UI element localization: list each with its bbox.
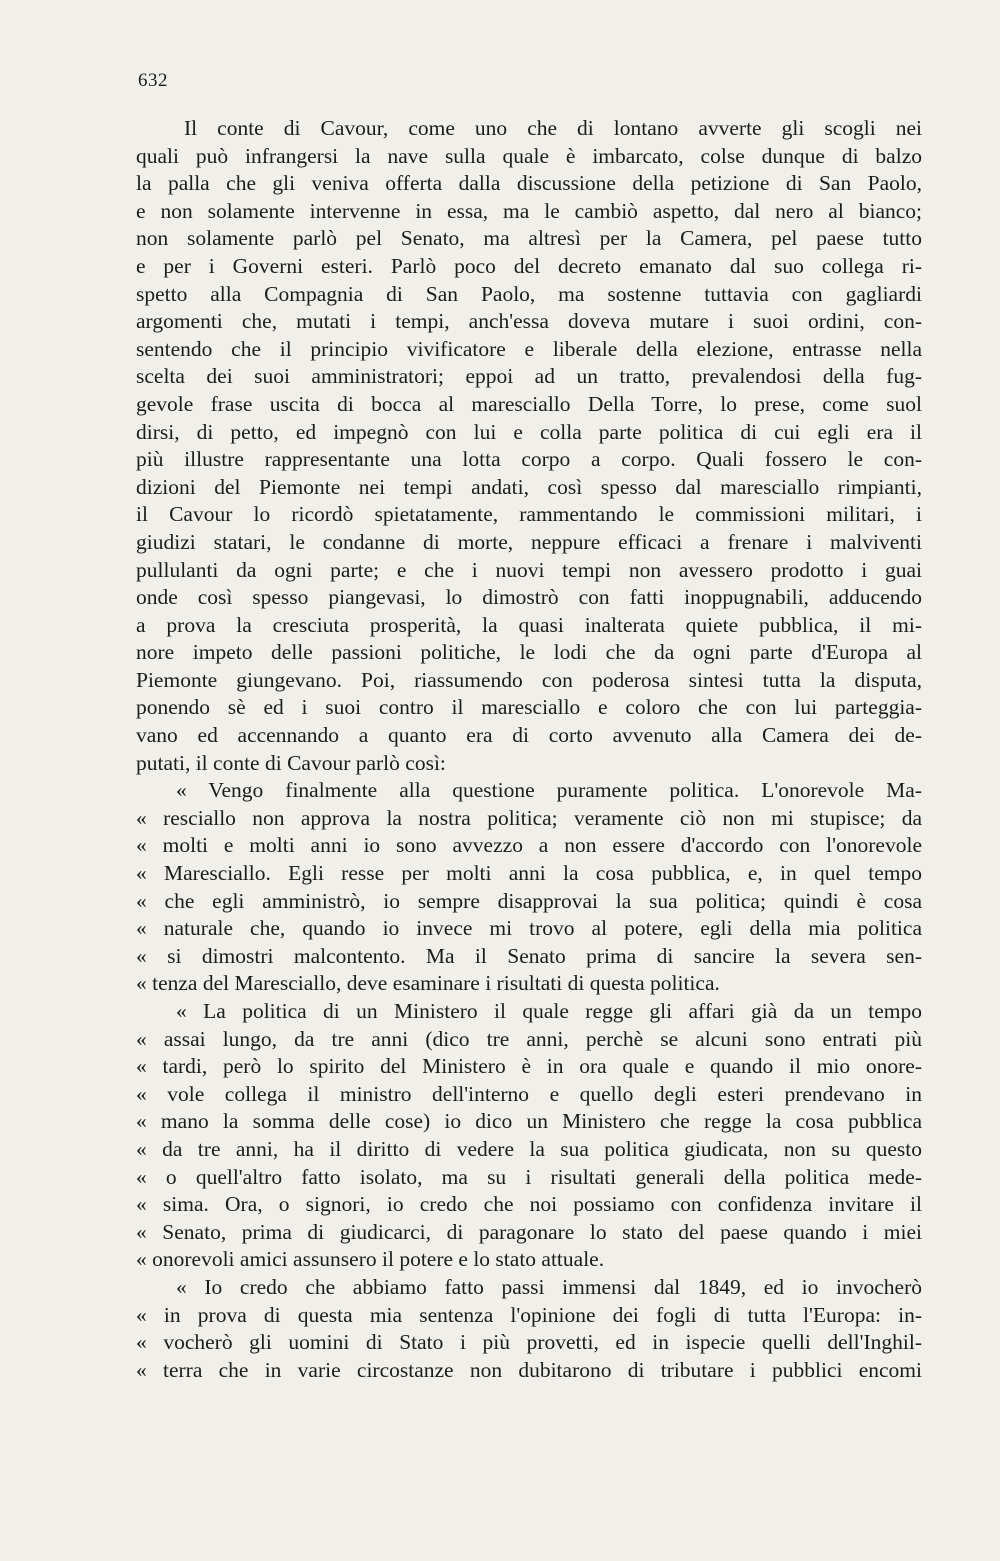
quote-line: « da tre anni, ha il diritto di vedere la sua politica giudicata, non su questo: [136, 1136, 922, 1161]
quote-line: « vole collega il ministro dell'interno e quello degli esteri prendevano in: [136, 1081, 922, 1106]
quote-line: « sima. Ora, o signori, io credo che noi possiamo con confidenza invitare il: [136, 1192, 922, 1217]
text-line: sentendo che il principio vivificatore e liberale della elezione, entrasse nella: [136, 336, 922, 361]
text-line: la palla che gli veniva offerta dalla discussione della petizione di San Paolo,: [136, 171, 922, 196]
quote-line: « resciallo non approva la nostra politica; veramente ciò non mi stupisce; da: [136, 805, 922, 830]
text-line: pullulanti da ogni parte; e che i nuovi tempi non avessero prodotto i guai: [136, 557, 922, 582]
quote-line: « terra che in varie circostanze non dubitarono di tributare i pubblici encomi: [136, 1357, 922, 1382]
text-line: a prova la cresciuta prosperità, la quasi inalterata quiete pubblica, il mi-: [136, 612, 922, 637]
quote-line: « tenza del Maresciallo, deve esaminare i risultati di questa politica.: [136, 971, 720, 996]
quote-line: « tardi, però lo spirito del Ministero è in ora quale e quando il mio onore-: [136, 1054, 922, 1079]
text-line: ponendo sè ed i suoi contro il maresciallo e coloro che con lui parteggia-: [136, 695, 922, 720]
text-line: e non solamente intervenne in essa, ma le cambiò aspetto, dal nero al bianco;: [136, 198, 922, 223]
text-line: argomenti che, mutati i tempi, anch'essa doveva mutare i suoi ordini, con-: [136, 309, 922, 334]
quote-line: « che egli amministrò, io sempre disapprovai la sua politica; quindi è cosa: [136, 888, 922, 913]
text-line: non solamente parlò pel Senato, ma altresì per la Camera, pel paese tutto: [136, 226, 922, 251]
text-line: giudizi statari, le condanne di morte, neppure efficaci a frenare i malviventi: [136, 529, 922, 554]
text-line: spetto alla Compagnia di San Paolo, ma sostenne tuttavia con gagliardi: [136, 281, 922, 306]
text-line: scelta dei suoi amministratori; eppoi ad un tratto, prevalendosi della fug-: [136, 364, 922, 389]
text-line: Il conte di Cavour, come uno che di lontano avverte gli scogli nei: [184, 116, 922, 140]
quote-line: « mano la somma delle cose) io dico un Ministero che regge la cosa pubblica: [136, 1109, 922, 1134]
quote-line: « in prova di questa mia sentenza l'opinione dei fogli di tutta l'Europa: in-: [136, 1302, 922, 1327]
text-line: il Cavour lo ricordò spietatamente, rammentando le commissioni militari, i: [136, 502, 922, 527]
text-line: e per i Governi esteri. Parlò poco del decreto emanato dal suo collega ri-: [136, 253, 922, 278]
page-number: 632: [138, 70, 168, 91]
quote-line: « assai lungo, da tre anni (dico tre anni, perchè se alcuni sono entrati più: [136, 1026, 922, 1051]
quote-line: « naturale che, quando io invece mi trovo al potere, egli della mia politica: [136, 916, 922, 941]
text-line: quali può infrangersi la nave sulla quale è imbarcato, colse dunque di balzo: [136, 143, 922, 168]
quote-line: « La politica di un Ministero il quale regge gli affari già da un tempo: [176, 999, 922, 1023]
text-line: Piemonte giungevano. Poi, riassumendo con poderosa sintesi tutta la disputa,: [136, 667, 922, 692]
quote-line: « Senato, prima di giudicarci, di paragonare lo stato del paese quando i miei: [136, 1219, 922, 1244]
body-text: [136, 115, 922, 1384]
quote-line: « vocherò gli uomini di Stato i più provetti, ed in ispecie quelli dell'Inghil-: [136, 1330, 922, 1355]
text-line: dirsi, di petto, ed impegnò con lui e colla parte politica di cui egli era il: [136, 419, 922, 444]
text-line: gevole frase uscita di bocca al maresciallo Della Torre, lo prese, come suol: [136, 391, 922, 416]
quote-line: « Maresciallo. Egli resse per molti anni la cosa pubblica, e, in quel tempo: [136, 861, 922, 886]
quote-line: « Vengo finalmente alla questione puramente politica. L'onorevole Ma-: [176, 778, 922, 803]
text-line: più illustre rappresentante una lotta corpo a corpo. Quali fossero le con-: [136, 447, 922, 472]
text-line: onde così spesso piangevasi, lo dimostrò con fatti inoppugnabili, adducendo: [136, 585, 922, 610]
text-line: vano ed accennando a quanto era di corto avvenuto alla Camera dei de-: [136, 723, 922, 748]
text-line: nore impeto delle passioni politiche, le lodi che da ogni parte d'Europa al: [136, 640, 922, 665]
text-line: dizioni del Piemonte nei tempi andati, così spesso dal maresciallo rimpianti,: [136, 474, 922, 499]
quote-line: « molti e molti anni io sono avvezzo a non essere d'accordo con l'onorevole: [136, 833, 922, 858]
quote-line: « Io credo che abbiamo fatto passi immensi dal 1849, ed io invocherò: [176, 1274, 922, 1299]
quote-line: « si dimostri malcontento. Ma il Senato prima di sancire la severa sen-: [136, 943, 922, 968]
quote-line: « o quell'altro fatto isolato, ma su i risultati generali della politica mede-: [136, 1164, 922, 1189]
text-line: putati, il conte di Cavour parlò così:: [136, 750, 446, 775]
quote-line: « onorevoli amici assunsero il potere e lo stato attuale.: [136, 1247, 605, 1272]
